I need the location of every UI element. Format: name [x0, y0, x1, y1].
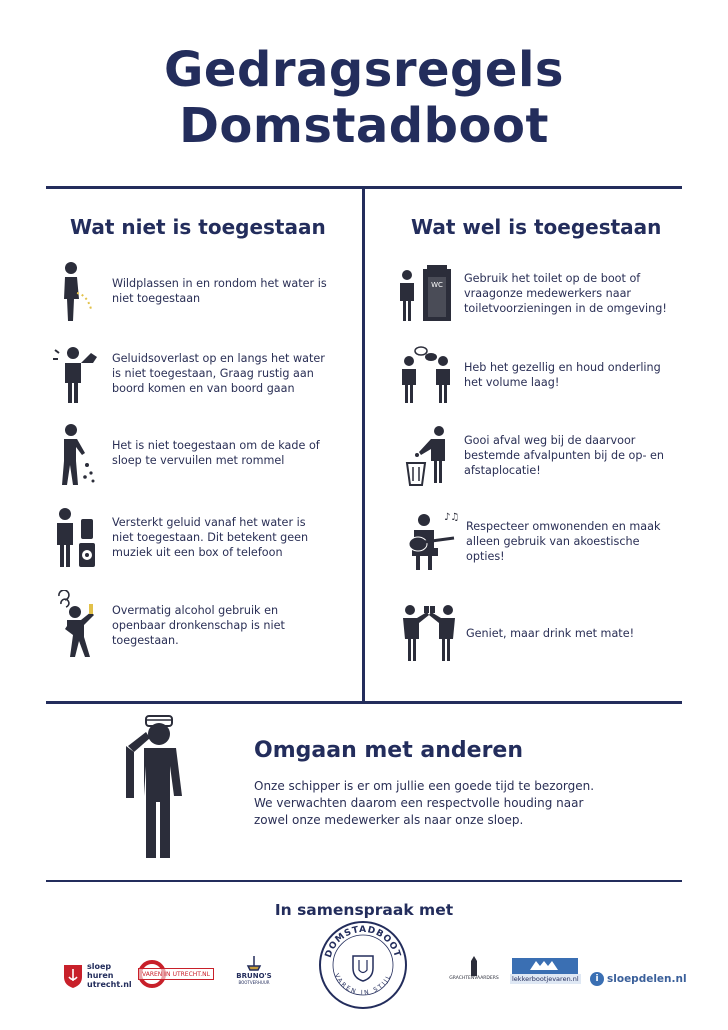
boat-icon: [244, 956, 264, 972]
logo-subtext: BOOTVERHUUR: [238, 980, 270, 985]
list-item: [394, 260, 694, 326]
item-text: Overmatig alcohol gebruik en openbaar dronkenschap is niet toegestaan.: [112, 603, 285, 647]
logo-text-left: VAREN IN: [142, 971, 171, 978]
sloepdelen-logo[interactable]: [590, 972, 687, 986]
column-divider: [362, 186, 365, 704]
item-text: Wildplassen in en rondom het water is niet toegestaan: [112, 277, 327, 305]
list-item: [48, 258, 348, 324]
partners-heading: In samenspraak met: [274, 901, 454, 919]
svg-text:♪♫: ♪♫: [444, 512, 460, 523]
logo-line: sloep: [87, 962, 112, 971]
item-text: Gooi afval weg bij de daarvoor bestemde afvalpunten bij de op- en afstaplocatie!: [464, 433, 665, 477]
middle-divider: [46, 701, 682, 704]
logo-text: sloepdelen.nl: [607, 973, 687, 985]
item-text: Geluidsoverlast op en langs het water is niet toegestaan, Graag rustig aan boord komen en van boord gaan: [112, 351, 325, 395]
tower-icon: [466, 956, 482, 976]
logo-arc-bottom: VAREN IN STIJL: [332, 972, 394, 997]
info-circle-icon: i: [590, 972, 604, 986]
others-text: Onze schipper is er om jullie een goede tijd te bezorgen. We verwachten daarom een respectvolle houding naar zowel onze medewerker als naar onze sloep.: [254, 779, 595, 827]
guitar-person-icon: [394, 508, 464, 574]
conversation-icon: [394, 342, 458, 408]
poster-title: [0, 42, 728, 154]
list-item: [394, 342, 694, 408]
list-item: [48, 592, 348, 658]
list-item: [394, 508, 694, 574]
list-item: [48, 504, 348, 570]
list-item: [394, 422, 694, 488]
brunos-logo[interactable]: [234, 956, 274, 985]
list-item: [394, 600, 694, 666]
title-line-2: Domstadboot: [179, 98, 549, 154]
logo-text: BRUNO'S: [236, 972, 272, 980]
toilet-person-icon: [394, 260, 458, 326]
drunk-person-icon: [48, 592, 104, 658]
saluting-captain-icon: [118, 712, 190, 864]
littering-person-icon: [48, 420, 104, 486]
item-text: Respecteer omwonenden en maak alleen gebruik van akoestische opties!: [466, 519, 661, 563]
logo-text: GRACHTENVAARDERS: [449, 976, 499, 981]
cheers-icon: [394, 600, 464, 666]
list-item: [48, 340, 348, 406]
item-text: Het is niet toegestaan om de kade of sloep te vervuilen met rommel: [112, 439, 320, 467]
domstadboot-logo[interactable]: [318, 920, 408, 1010]
megaphone-person-icon: [48, 340, 104, 406]
others-heading: Omgaan met anderen: [254, 738, 524, 763]
urinating-person-icon: [48, 258, 104, 324]
item-text: Gebruik het toilet op de boot of vraagonze medewerkers naar toiletvoorzieningen in de omgeving!: [464, 271, 667, 315]
lekkerbootjevaren-logo[interactable]: [510, 958, 581, 984]
item-text: Geniet, maar drink met mate!: [466, 626, 635, 640]
grachtenvaarders-logo[interactable]: [450, 956, 498, 981]
paper-boat-icon: [512, 958, 578, 974]
logo-arc-top: DOMSTADBOOT: [323, 924, 403, 960]
speaker-phone-icon: [48, 504, 104, 570]
sloephurenutrecht-logo[interactable]: [62, 962, 132, 989]
allowed-heading: Wat wel is toegestaan: [411, 215, 662, 239]
item-text: Versterkt geluid vanaf het water is niet toegestaan. Dit betekent geen muziek uit een box of telefoon: [112, 515, 309, 559]
logo-text-right: UTRECHT.NL: [172, 971, 210, 978]
logo-line: huren: [87, 971, 114, 980]
title-line-1: Gedragsregels: [164, 42, 564, 98]
item-text: Heb het gezellig en houd onderling het volume laag!: [464, 361, 661, 389]
anchor-shield-icon: [62, 963, 84, 989]
list-item: [48, 420, 348, 486]
trash-bin-person-icon: [394, 422, 458, 488]
not-allowed-heading: Wat niet is toegestaan: [70, 215, 326, 239]
wc-label: WC: [431, 281, 443, 289]
logo-text: lekkerbootjevaren.nl: [512, 975, 579, 983]
bottom-divider: [46, 880, 682, 882]
logo-line: utrecht.nl: [87, 980, 132, 989]
vareninutrecht-logo[interactable]: [138, 960, 214, 990]
